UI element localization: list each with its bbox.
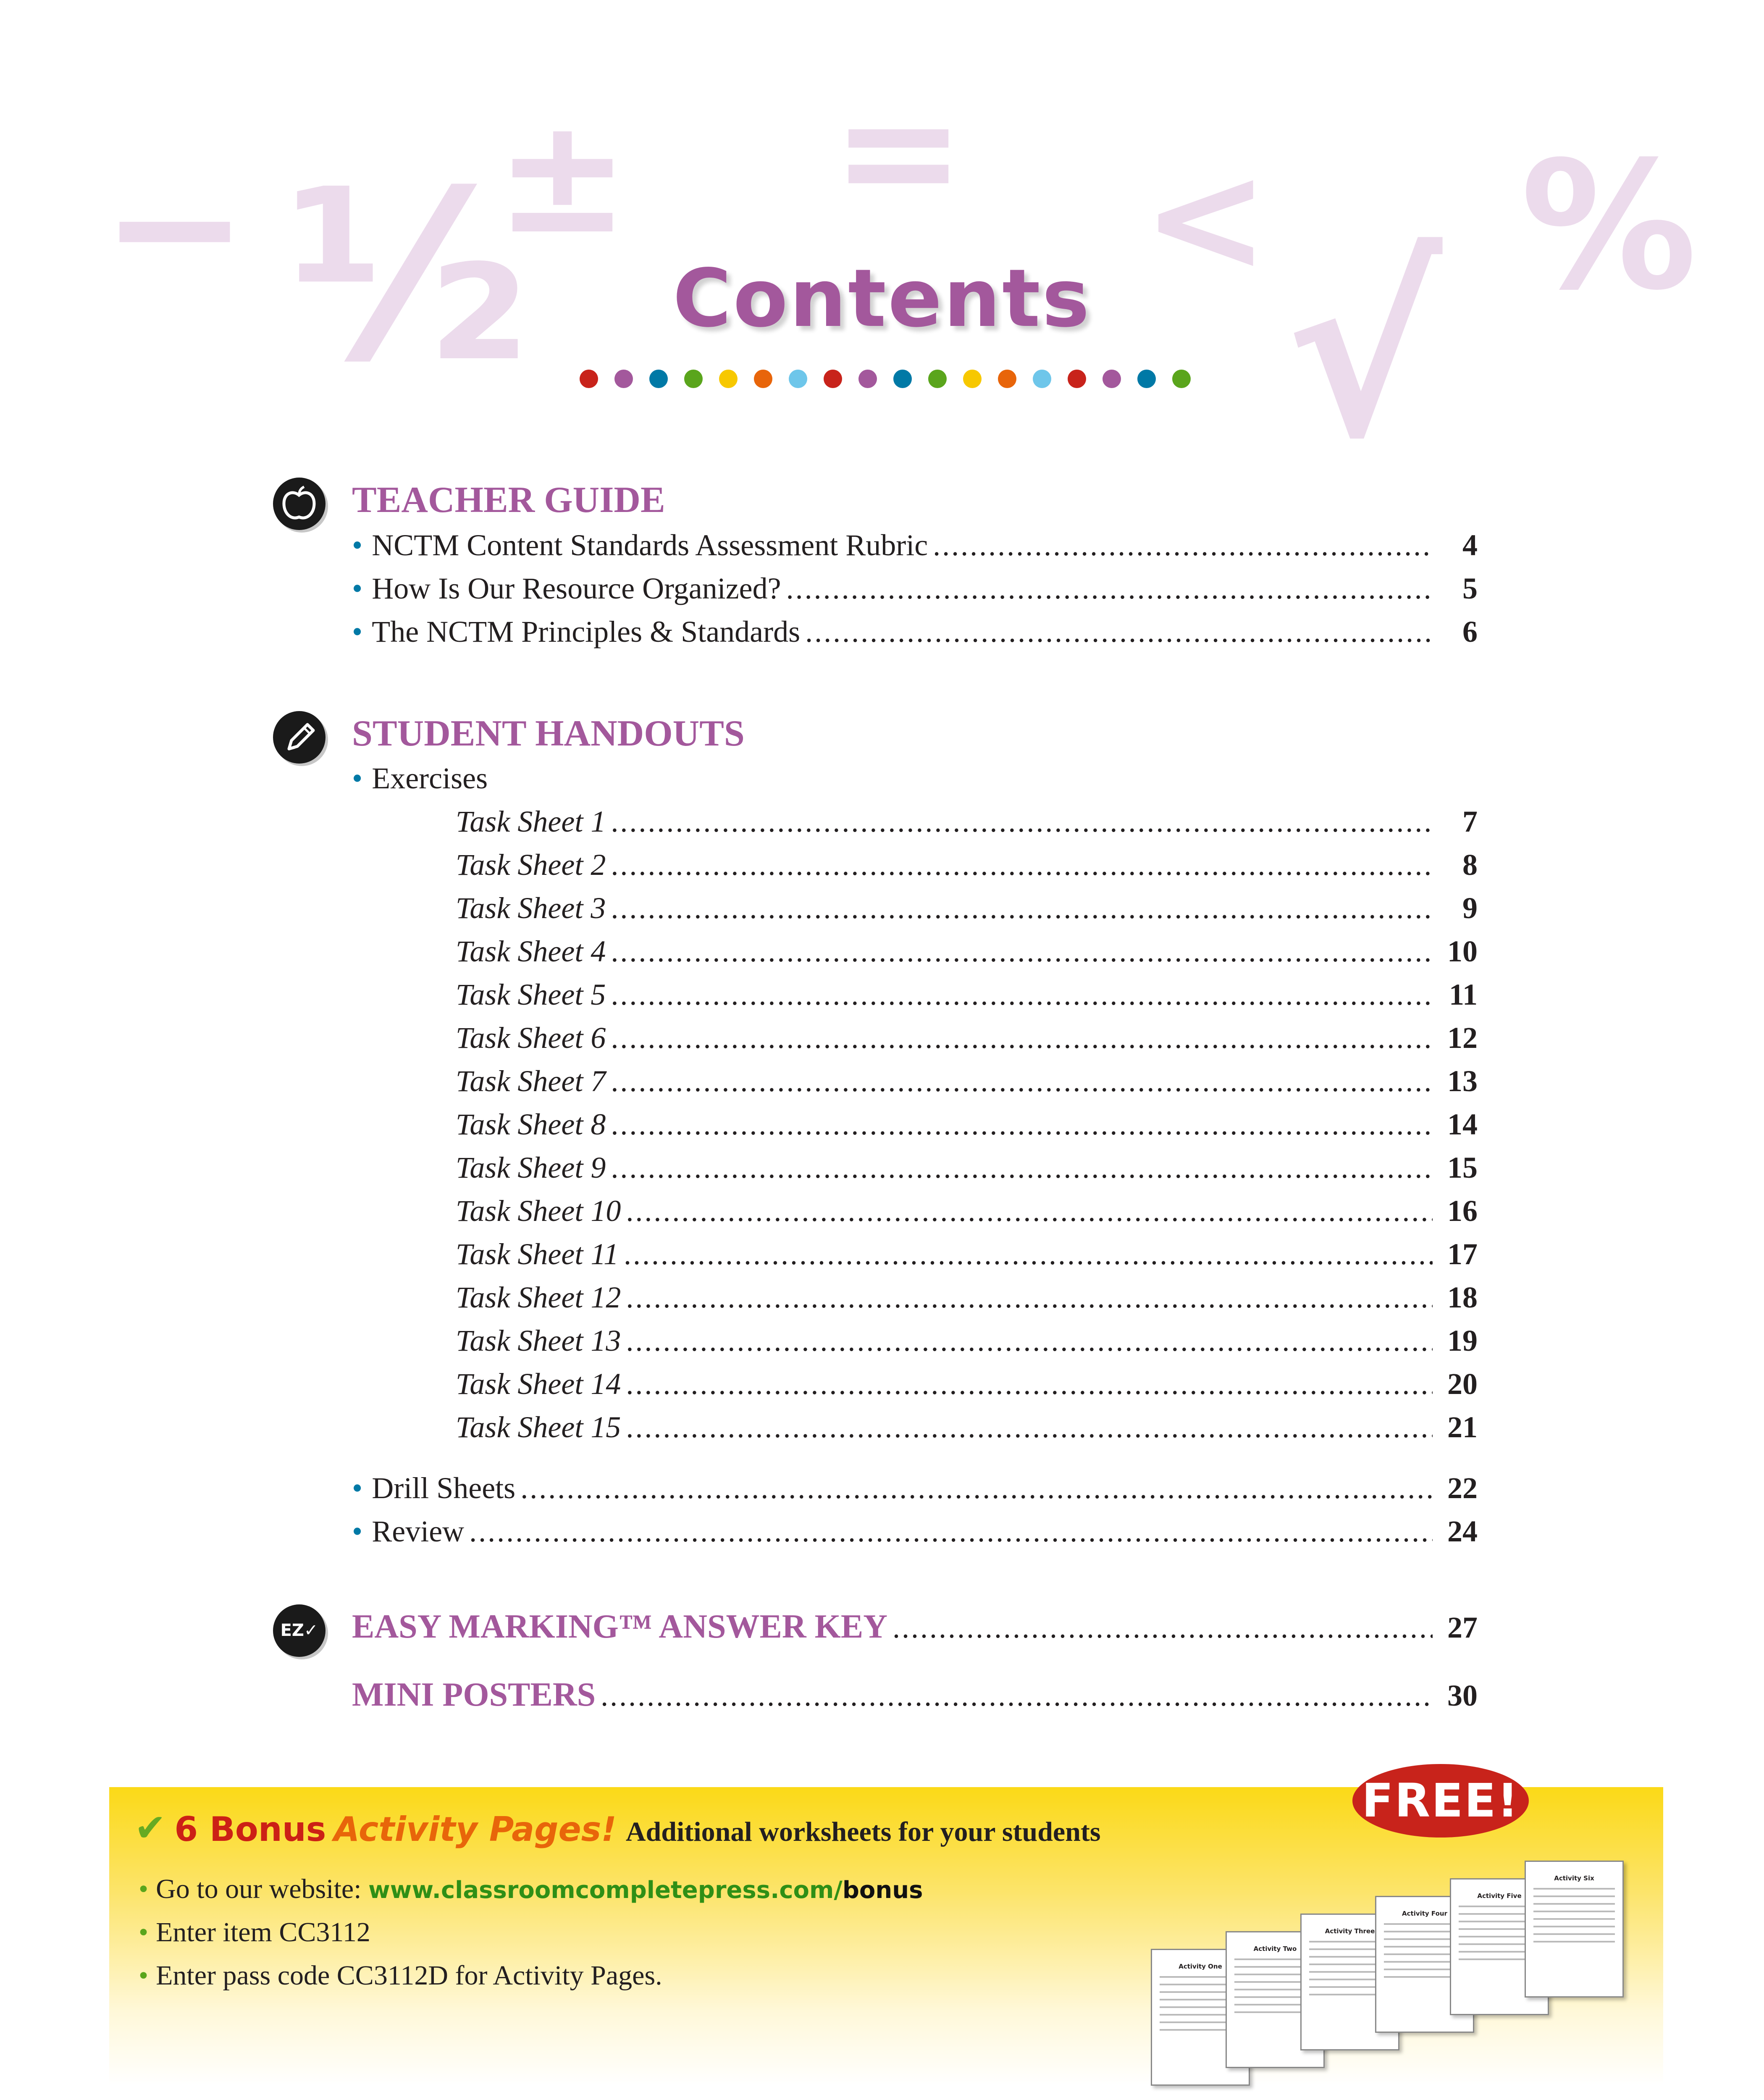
check-icon: ✔ [134, 1806, 166, 1850]
watermark-half: ½ [286, 140, 529, 414]
dot-leader [626, 1410, 1433, 1444]
dot-leader [892, 1610, 1433, 1644]
page-number: 12 [1447, 1021, 1478, 1055]
color-dot [963, 370, 982, 388]
toc-entry-label: MINI POSTERS [352, 1676, 596, 1713]
dot-leader [626, 1194, 1433, 1227]
page-number: 9 [1462, 891, 1478, 925]
toc-entry-label: NCTM Content Standards Assessment Rubric [372, 528, 928, 562]
worksheet-title: Activity Six [1554, 1874, 1594, 1882]
bonus-url-link[interactable]: www.classroomcompletepress.com/bonus [368, 1877, 923, 1904]
dot-leader [601, 1678, 1433, 1712]
toc-entry-task-sheet[interactable] [456, 848, 1478, 890]
apple-icon [273, 478, 326, 530]
worksheet-title: Activity Two [1253, 1945, 1297, 1953]
toc-entry[interactable]: • Review ..... 24 [352, 1514, 1478, 1556]
watermark-percent: % [1520, 124, 1697, 329]
color-dot [928, 370, 947, 388]
watermark-minus: − [101, 124, 249, 329]
toc-entry-task-sheet[interactable] [456, 1410, 1478, 1452]
color-dot [1102, 370, 1121, 388]
page-number: 4 [1462, 528, 1478, 562]
watermark-check: √ [1285, 216, 1442, 490]
page-number: 15 [1447, 1151, 1478, 1184]
color-dot [614, 370, 633, 388]
watermark-less-than: < [1142, 130, 1269, 306]
color-dots-divider [580, 370, 1191, 388]
page-number: 17 [1447, 1237, 1478, 1271]
pencil-icon [273, 711, 326, 764]
color-dot [1172, 370, 1191, 388]
bonus-item-code: • Enter item CC3112 [139, 1917, 370, 1948]
worksheet-line [1533, 1888, 1615, 1890]
toc-entry-label: Task Sheet 15 [456, 1410, 621, 1444]
worksheet-line [1533, 1933, 1615, 1935]
page-number: 18 [1447, 1281, 1478, 1314]
toc-entry-label: Task Sheet 10 [456, 1194, 621, 1228]
toc-entry-label: Task Sheet 12 [456, 1281, 621, 1314]
page-number: 16 [1447, 1194, 1478, 1228]
watermark-plus-minus: ± [496, 83, 630, 269]
dot-leader [626, 1323, 1433, 1357]
toc-entry-mini-posters[interactable] [352, 1676, 1478, 1718]
dot-leader [611, 1021, 1433, 1054]
bonus-description: Additional worksheets for your students [625, 1816, 1101, 1847]
page-number: 27 [1447, 1611, 1478, 1644]
page-number: 20 [1447, 1367, 1478, 1401]
worksheet-title: Activity Three [1325, 1927, 1375, 1935]
free-badge: FREE! [1352, 1764, 1529, 1838]
watermark-equals: = [832, 58, 966, 244]
toc-entry-label: Task Sheet 1 [456, 805, 606, 838]
toc-entry-task-sheet[interactable] [456, 1194, 1478, 1236]
worksheet-line [1533, 1911, 1615, 1912]
toc-entry-task-sheet[interactable] [456, 1280, 1478, 1322]
bonus-pass-code: • Enter pass code CC3112D for Activity Pages. [139, 1960, 662, 1991]
toc-entry-task-sheet[interactable] [456, 1021, 1478, 1063]
color-dot [754, 370, 772, 388]
toc-entry[interactable]: • The NCTM Principles & Standards ..... 6 [352, 614, 1478, 656]
page-number: 22 [1447, 1471, 1478, 1505]
toc-entry-label: Task Sheet 2 [456, 848, 606, 882]
toc-entry-task-sheet[interactable] [456, 934, 1478, 976]
color-dot [684, 370, 703, 388]
worksheet-title: Activity Four [1402, 1910, 1447, 1917]
color-dot [893, 370, 912, 388]
toc-entry-task-sheet[interactable] [456, 804, 1478, 846]
toc-entry-task-sheet[interactable] [456, 1107, 1478, 1149]
dot-leader [611, 848, 1433, 881]
page-number: 19 [1447, 1324, 1478, 1357]
page-number: 21 [1447, 1410, 1478, 1444]
dot-leader [786, 571, 1433, 605]
toc-entry-label: How Is Our Resource Organized? [372, 572, 781, 605]
toc-entry-label: Task Sheet 14 [456, 1367, 621, 1401]
dot-leader [611, 1064, 1433, 1097]
toc-entry-label: Task Sheet 13 [456, 1324, 621, 1357]
page-number: 14 [1447, 1108, 1478, 1141]
toc-entry-label: Task Sheet 11 [456, 1237, 619, 1271]
color-dot [649, 370, 668, 388]
worksheet-line [1533, 1941, 1615, 1942]
dot-leader [611, 891, 1433, 924]
worksheet-thumbnail [1525, 1861, 1624, 1998]
dot-leader [805, 614, 1433, 648]
toc-entry-task-sheet[interactable] [456, 891, 1478, 933]
color-dot [1137, 370, 1156, 388]
toc-entry-label: Task Sheet 8 [456, 1108, 606, 1141]
page-number: 7 [1462, 805, 1478, 838]
color-dot [824, 370, 842, 388]
page-title: Contents [672, 252, 1092, 345]
toc-entry-task-sheet[interactable] [456, 1150, 1478, 1192]
dot-leader [611, 977, 1433, 1011]
toc-entry[interactable]: • Drill Sheets ..... 22 [352, 1471, 1478, 1513]
student-handouts-heading: STUDENT HANDOUTS [352, 713, 745, 754]
worksheet-line [1533, 1926, 1615, 1927]
teacher-guide-heading: TEACHER GUIDE [352, 480, 665, 520]
activity-pages-label: Activity Pages! [333, 1810, 617, 1849]
toc-entry-label: EASY MARKING™ ANSWER KEY [352, 1608, 887, 1645]
toc-entry-task-sheet[interactable] [456, 1237, 1478, 1279]
dot-leader [611, 804, 1433, 838]
color-dot [1033, 370, 1051, 388]
page-number: 30 [1447, 1679, 1478, 1712]
page-number: 13 [1447, 1064, 1478, 1098]
toc-entry-label: Drill Sheets [372, 1471, 516, 1505]
toc-entry[interactable]: • How Is Our Resource Organized? ..... 5 [352, 571, 1478, 613]
worksheet-title: Activity One [1179, 1963, 1222, 1970]
dot-leader [626, 1280, 1433, 1314]
toc-entry-task-sheet[interactable] [456, 977, 1478, 1019]
color-dot [1068, 370, 1086, 388]
page-number: 11 [1449, 978, 1478, 1011]
toc-entry-label: Task Sheet 3 [456, 891, 606, 925]
page-number: 10 [1447, 934, 1478, 968]
toc-entry-label: Task Sheet 6 [456, 1021, 606, 1055]
dot-leader [611, 1150, 1433, 1184]
page-number: 24 [1447, 1515, 1478, 1548]
toc-entry-label: Task Sheet 4 [456, 934, 606, 968]
ez-check-icon: EZ✓ [273, 1604, 326, 1657]
toc-entry-label: Task Sheet 9 [456, 1151, 606, 1184]
color-dot [719, 370, 738, 388]
dot-leader [624, 1237, 1433, 1270]
color-dot [858, 370, 877, 388]
bonus-website-item: • Go to our website: www.classroomcompletepress.com/bonus [139, 1874, 923, 1904]
bonus-count: 6 Bonus [174, 1810, 326, 1849]
worksheet-line [1533, 1895, 1615, 1897]
dot-leader [933, 528, 1433, 562]
toc-entry-task-sheet[interactable] [456, 1367, 1478, 1409]
color-dot [789, 370, 807, 388]
worksheet-line [1533, 1903, 1615, 1905]
toc-entry-label: The NCTM Principles & Standards [372, 615, 801, 648]
color-dot [580, 370, 598, 388]
worksheet-line [1533, 1918, 1615, 1920]
worksheet-title: Activity Five [1477, 1892, 1522, 1900]
toc-entry-label: Task Sheet 5 [456, 978, 606, 1011]
dot-leader [626, 1367, 1433, 1400]
page-number: 5 [1462, 572, 1478, 605]
color-dot [998, 370, 1016, 388]
page-number: 8 [1462, 848, 1478, 882]
dot-leader [520, 1471, 1433, 1504]
toc-entry-answer-key[interactable] [352, 1608, 1478, 1650]
page-number: 6 [1462, 615, 1478, 648]
toc-entry-label: Review [372, 1515, 465, 1548]
toc-entry-label: Task Sheet 7 [456, 1064, 606, 1098]
bonus-heading [134, 1806, 1101, 1850]
toc-entry[interactable]: • NCTM Content Standards Assessment Rubric ..... 4 [352, 528, 1478, 570]
toc-entry-task-sheet[interactable] [456, 1323, 1478, 1365]
exercises-label: • Exercises [352, 761, 488, 795]
dot-leader [611, 934, 1433, 968]
dot-leader [469, 1514, 1433, 1548]
toc-entry-task-sheet[interactable] [456, 1064, 1478, 1106]
dot-leader [611, 1107, 1433, 1141]
